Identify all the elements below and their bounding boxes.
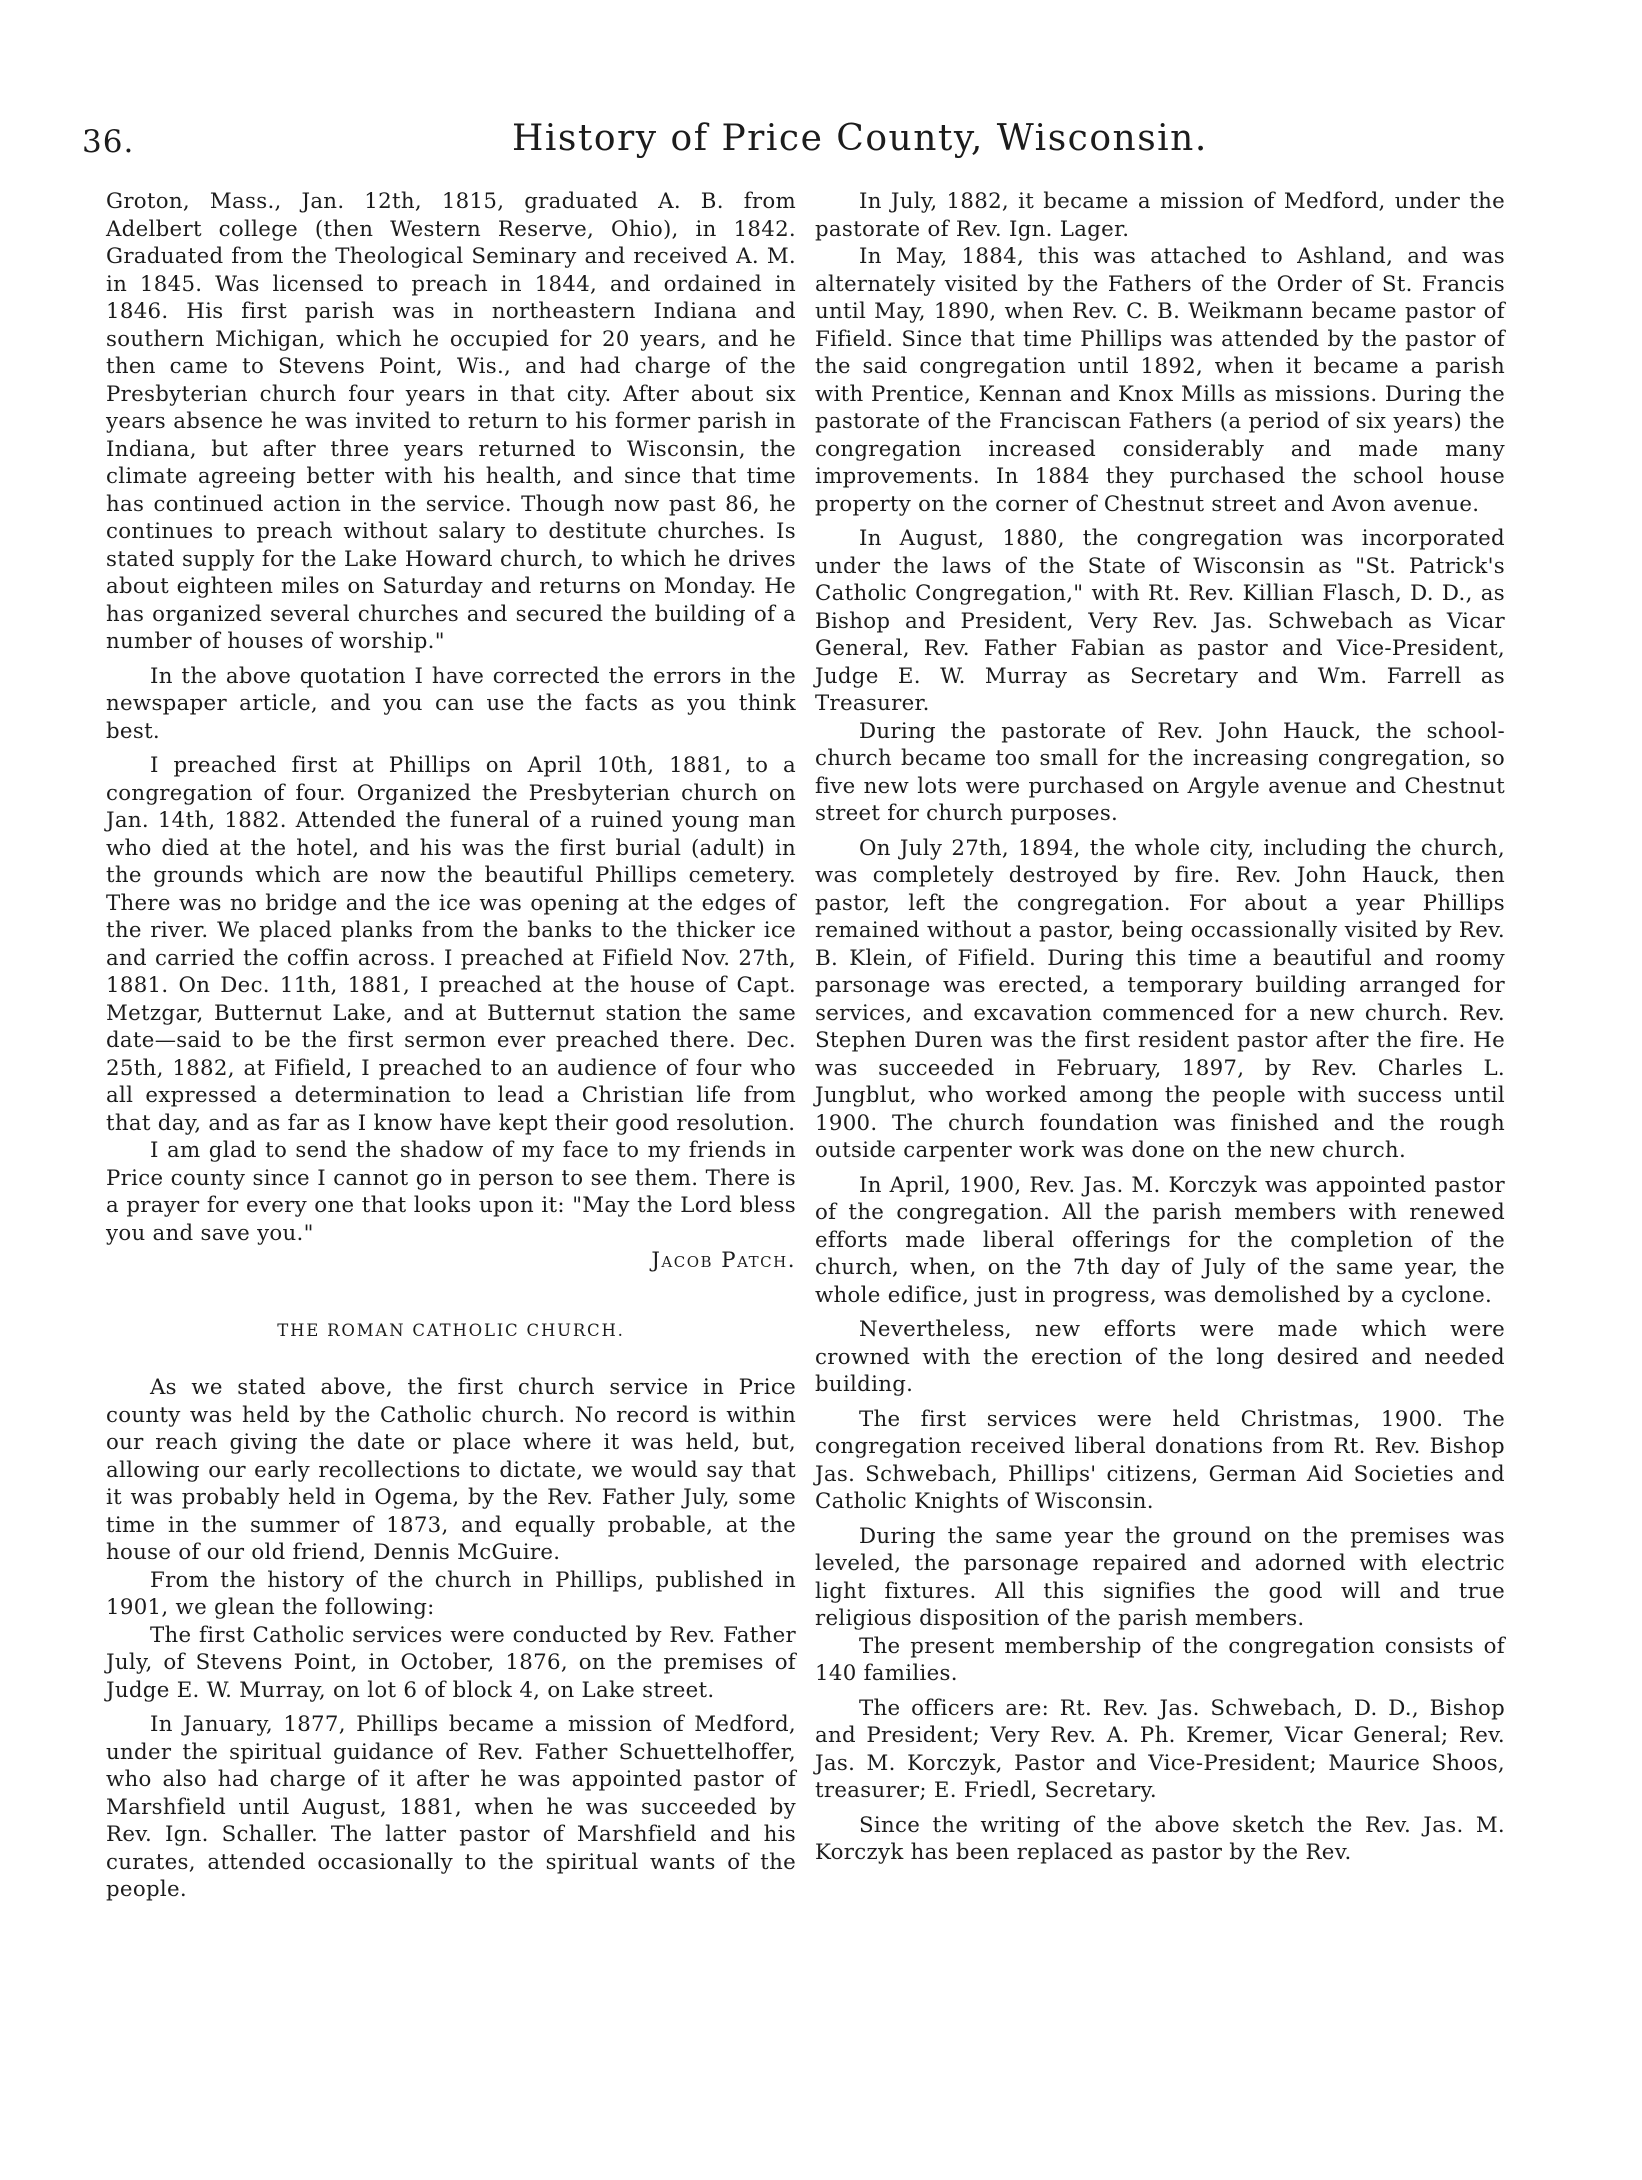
paragraph: In the above quotation I have corrected the errors in the newspaper article, and you can use the facts as you think best. bbox=[106, 663, 796, 744]
paragraph: Nevertheless, new efforts were made which were crowned with the erection of the long desired and needed building. bbox=[815, 1317, 1505, 1397]
paragraph: In April, 1900, Rev. Jas. M. Korczyk was appointed pastor of the congregation. All the parish members with renewed efforts made liberal offerings for the completion of the church, when, on the 7th day of July of the same year, the whole edifice, just in progress, was demolished by a cyclone. bbox=[815, 1172, 1505, 1308]
paragraph: Since the writing of the above sketch the Rev. Jas. M. Korczyk has been replaced as pastor by the Rev. bbox=[815, 1812, 1505, 1865]
paragraph: The first services were held Christmas, 1900. The congregation received liberal donations from Rt. Rev. Bishop Jas. Schwebach, Phillips' citizens, German Aid Societies and Catholic Knights of Wisconsin. bbox=[815, 1406, 1505, 1514]
paragraph: In January, 1877, Phillips became a mission of Medford, under the spiritual guidance of Rev. Father Schuettelhoffer, who also had charge of it after he was appointed pastor of Marshfield until August, 1881, when he was succeeded by Rev. Ign. Schaller. The latter pastor of Marshfield and his curates, attended occasionally to the spiritual wants of the people. bbox=[106, 1712, 796, 1902]
page-number: 36. bbox=[82, 124, 135, 160]
right-column bbox=[815, 188, 1505, 1867]
paragraph: The first Catholic services were conducted by Rev. Father July, of Stevens Point, in October, 1876, on the premises of Judge E. W. Murray, on lot 6 of block 4, on Lake street. bbox=[106, 1622, 796, 1703]
paragraph: The officers are: Rt. Rev. Jas. Schwebach, D. D., Bishop and President; Very Rev. A. Ph. Kremer, Vicar General; Rev. Jas. M. Korczyk, Pastor and Vice-President; Maurice Shoos, treasurer; E. Friedl, Secretary. bbox=[815, 1695, 1505, 1803]
paragraph: From the history of the church in Phillips, published in 1901, we glean the following: bbox=[106, 1567, 796, 1620]
paragraph: I am glad to send the shadow of my face to my friends in Price county since I cannot go in person to see them. There is a prayer for every one that looks upon it: "May the Lord bless you and save you." bbox=[106, 1138, 796, 1246]
page-header bbox=[82, 118, 1482, 168]
paragraph: Groton, Mass., Jan. 12th, 1815, graduated A. B. from Adelbert college (then Western Reserve, Ohio), in 1842. Graduated from the Theological Seminary and received A. M. in 1845. Was licensed to preach in 1844, and ordained in 1846. His first parish was in northeastern Indiana and southern Michigan, which he occupied for 20 years, and he then came to Stevens Point, Wis., and had charge of the Presbyterian church four years in that city. After about six years absence he was invited to return to his former parish in Indiana, but after three years returned to Wisconsin, the climate agreeing better with his health, and since that time has continued action in the service. Though now past 86, he continues to preach without salary to destitute churches. Is stated supply for the Lake Howard church, to which he drives about eighteen miles on Saturday and returns on Monday. He has organized several churches and secured the building of a number of houses of worship." bbox=[106, 189, 796, 654]
paragraph: In May, 1884, this was attached to Ashland, and was alternately visited by the Fathers of the Order of St. Francis until May, 1890, when Rev. C. B. Weikmann became pastor of Fifield. Since that time Phillips was attended by the pastor of the said congregation until 1892, when it became a parish with Prentice, Kennan and Knox Mills as missions. During the pastorate of the Franciscan Fathers (a period of six years) the congregation increased considerably and made many improvements. In 1884 they purchased the school house property on the corner of Chestnut street and Avon avenue. bbox=[815, 244, 1505, 517]
signature: Jacob Patch. bbox=[651, 1248, 796, 1273]
running-title: History of Price County, Wisconsin. bbox=[512, 118, 1208, 159]
paragraph: As we stated above, the first church service in Price county was held by the Catholic church. No record is within our reach giving the date or place where it was held, but, allowing our early recollections to dictate, we would say that it was probably held in Ogema, by the Rev. Father July, some time in the summer of 1873, and equally probable, at the house of our old friend, Dennis McGuire. bbox=[106, 1375, 796, 1565]
section-heading: THE ROMAN CATHOLIC CHURCH. bbox=[277, 1320, 625, 1340]
paragraph: On July 27th, 1894, the whole city, including the church, was completely destroyed by fire. Rev. John Hauck, then pastor, left the congregation. For about a year Phillips remained without a pastor, being occassionally visited by Rev. B. Klein, of Fifield. During this time a beautiful and roomy parsonage was erected, a temporary building arranged for services, and excavation commenced for a new church. Rev. Stephen Duren was the first resident pastor after the fire. He was succeeded in February, 1897, by Rev. Charles L. Jungblut, who worked among the people with success until 1900. The church foundation was finished and the rough outside carpenter work was done on the new church. bbox=[815, 835, 1505, 1163]
paragraph: I preached first at Phillips on April 10th, 1881, to a congregation of four. Organized the Presbyterian church on Jan. 14th, 1882. Attended the funeral of a ruined young man who died at the hotel, and his was the first burial (adult) in the grounds which are now the beautiful Phillips cemetery. There was no bridge and the ice was opening at the edges of the river. We placed planks from the banks to the thicker ice and carried the coffin across. I preached at Fifield Nov. 27th, 1881. On Dec. 11th, 1881, I preached at the house of Capt. Metzgar, Butternut Lake, and at Butternut station the same date—said to be the first sermon ever preached there. Dec. 25th, 1882, at Fifield, I preached to an audience of four who all expressed a determination to lead a Christian life from that day, and as far as I know have kept their good resolution. bbox=[106, 753, 796, 1136]
paragraph: During the pastorate of Rev. John Hauck, the school-church became too small for the increasing congregation, so five new lots were purchased on Argyle avenue and Chestnut street for church purposes. bbox=[815, 718, 1505, 826]
paragraph: In August, 1880, the congregation was incorporated under the laws of the State of Wisconsin as "St. Patrick's Catholic Congregation," with Rt. Rev. Killian Flasch, D. D., as Bishop and President, Very Rev. Jas. Schwebach as Vicar General, Rev. Father Fabian as pastor and Vice-President, Judge E. W. Murray as Secretary and Wm. Farrell as Treasurer. bbox=[815, 526, 1505, 716]
left-column bbox=[106, 188, 796, 1904]
paragraph: During the same year the ground on the premises was leveled, the parsonage repaired and adorned with electric light fixtures. All this signifies the good will and true religious disposition of the parish members. bbox=[815, 1523, 1505, 1631]
paragraph: In July, 1882, it became a mission of Medford, under the pastorate of Rev. Ign. Lager. bbox=[815, 189, 1505, 242]
paragraph: The present membership of the congregation consists of 140 families. bbox=[815, 1633, 1505, 1686]
